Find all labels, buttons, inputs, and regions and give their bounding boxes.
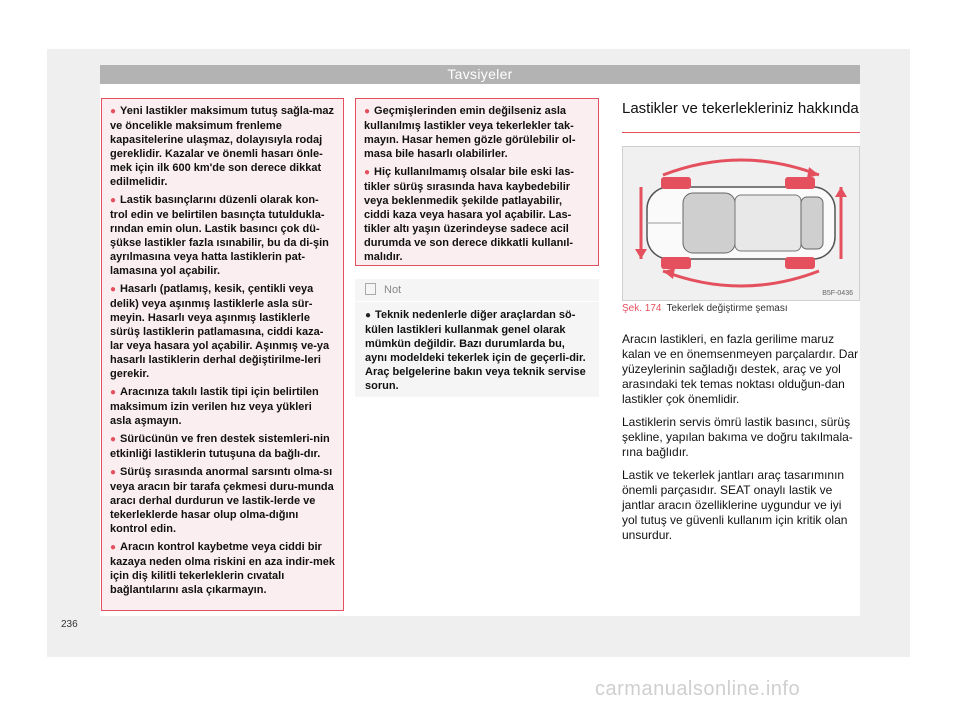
note-title: Not: [384, 284, 402, 296]
arrowhead-left-side: [635, 249, 647, 259]
warning-box-mid: [355, 98, 599, 266]
rear-window: [801, 197, 823, 249]
note-header: [355, 279, 599, 302]
paragraph: Aracın lastikleri, en fazla gerilime maruz kalan ve en önemsenmeyen parçalardır. Dar yüzeylerinin sağladığı destek, araç ve yol arasındaki tek temas noktası olduğun-dan lastikler çok önemlidir.: [622, 332, 859, 406]
warning-list-mid: [364, 104, 590, 264]
car-top-view-illustration: [623, 147, 859, 300]
bullet-icon: ●: [110, 106, 117, 117]
warning-item: ● Sürücünün ve fren destek sistemleri-nin etkinliği lastiklerin tutuşuna da bağlı-dır.: [110, 433, 330, 460]
arrowhead-rear: [663, 268, 675, 279]
bullet-icon: ●: [110, 542, 117, 553]
section-title: Lastikler ve tekerlekleriniz hakkında: [622, 100, 859, 117]
section-body: [622, 332, 860, 551]
bullet-icon: ●: [365, 310, 372, 321]
wheel-rear-left: [785, 177, 815, 189]
paragraph: Lastik ve tekerlek jantları araç tasarımının önemli parçasıdır. SEAT onaylı lastik ve jantlar aracın özelliklerine uygundur ve iyi yol tutuş ve güvenli kullanım için kritik olan unsurdur.: [622, 468, 848, 542]
figure-caption: [622, 303, 788, 314]
note-icon: [365, 283, 376, 295]
arrow-front: [663, 160, 819, 175]
figure-code: B5F-0436: [822, 290, 853, 297]
warning-box-left: [101, 98, 344, 611]
windshield: [683, 193, 735, 253]
watermark: carmanualsonline.info: [595, 678, 801, 700]
tire-rotation-figure: [622, 146, 860, 301]
warning-item: ● Geçmişlerinden emin değilseniz asla kullanılmış lastikler veya tekerlekler tak-mayın. Hasar hemen gözle görülebilir ol-masa bile hasarlı olabilirler.: [364, 105, 576, 160]
page-header: Tavsiyeler: [100, 65, 860, 84]
wheel-rear-right: [785, 257, 815, 269]
note-item: ● Teknik nedenlerle diğer araçlardan sö-külen lastikleri kullanmak genel olarak mümkün değildir. Bazı durumlarda bu, aynı modeldeki tekerlek için de geçerli-dir. Araç belgelerine bakın veya teknik servise sorun.: [365, 309, 586, 392]
bullet-icon: ●: [110, 284, 117, 295]
bullet-icon: ●: [110, 467, 117, 478]
section-divider: [622, 132, 860, 133]
warning-item: ● Yeni lastikler maksimum tutuş sağla-maz ve öncelikle maksimum frenleme kapasitelerine ulaşmaz, dolayısıyla rodaj gereklidir. Kazalar ve önemli hasarı önle-mek için ilk 600 km'de son derece dikkat edilmelidir.: [110, 105, 335, 188]
wheel-front-left: [661, 177, 691, 189]
bullet-icon: ●: [364, 106, 371, 117]
roof: [735, 195, 801, 251]
warning-item: ● Lastik basınçlarını düzenli olarak kon-trol edin ve belirtilen basınçta tutuldukla-rından emin olun. Lastik basıncı çok dü-şükse lastikler fazla ısınabilir, bu da di-şin ayrılmasına veya hatta lastiklerin pat-lamasına yol açabilir.: [110, 194, 329, 277]
bullet-icon: ●: [110, 387, 117, 398]
bullet-icon: ●: [364, 167, 371, 178]
figure-caption-text: Tekerlek değiştirme şeması: [666, 303, 788, 314]
arrow-rear: [663, 271, 819, 286]
bullet-icon: ●: [110, 434, 117, 445]
warning-item: ● Aracınıza takılı lastik tipi için belirtilen maksimum izin verilen hız veya yükleri asla aşmayın.: [110, 386, 319, 427]
arrowhead-front: [807, 167, 819, 178]
figure-number: Şek. 174: [622, 303, 662, 314]
wheel-front-right: [661, 257, 691, 269]
bullet-icon: ●: [110, 195, 117, 206]
note-list: [355, 302, 599, 393]
warning-item: ● Sürüş sırasında anormal sarsıntı olma-sı veya aracın bir tarafa çekmesi duru-munda aracı derhal durdurun ve lastik-lerde ve tekerleklerde hasar olup olma-dığını kontrol edin.: [110, 466, 334, 535]
warning-item: ● Hasarlı (patlamış, kesik, çentikli veya delik) veya aşınmış lastiklerle asla sür-meyin. Hasarlı veya aşınmış lastiklerle sürüş lastiklerin patlamasına, ciddi kaza-lar veya hasara yol açabilir. Aşınmış ve-ya hasarlı lastiklerin derhal değiştirilme-leri gerekir.: [110, 283, 330, 380]
warning-item: ● Hiç kullanılmamış olsalar bile eski las-tikler sürüş sırasında hava kaybedebilir veya beklenmedik şekilde patlayabilir, ciddi kaza veya hasara yol açabilir. Las-tikler altı yaşın üzerindeyse sadece acil durumda ve son derece dikkatli kullanıl-malıdır.: [364, 166, 574, 263]
page-number: 236: [61, 619, 78, 630]
arrowhead-right-side: [835, 187, 847, 197]
note-box: [355, 279, 599, 397]
warning-item: ● Aracın kontrol kaybetme veya ciddi bir kazaya neden olma riskini en aza indir-mek için diş kilitli tekerleklerin cıvatalı bağlantılarını asla çıkarmayın.: [110, 541, 335, 596]
warning-list-left: [110, 104, 335, 597]
paragraph: Lastiklerin servis ömrü lastik basıncı, sürüş şekline, yapılan bakıma ve doğru takılmala-rına bağlıdır.: [622, 415, 853, 459]
